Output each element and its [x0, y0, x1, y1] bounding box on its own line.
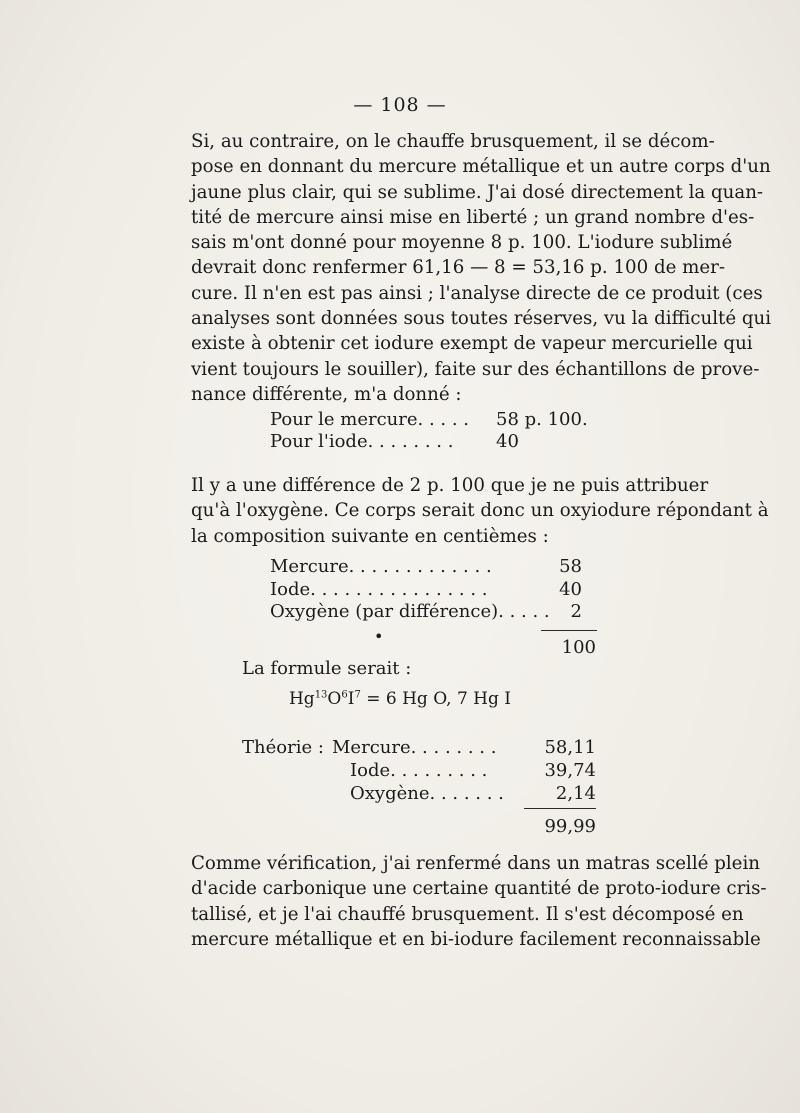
text-line: vient toujours le souiller), faite sur des échantillons de prove-	[191, 358, 760, 380]
table3-label: Iode. . . . . . . . .	[350, 760, 488, 781]
text-line: qu'à l'oxygène. Ce corps serait donc un oxyiodure répondant à	[191, 500, 769, 522]
text-line: sais m'ont donné pour moyenne 8 p. 100. L'iodure sublimé	[191, 232, 733, 254]
table2-label: Iode. . . . . . . . . . . . . . . .	[270, 579, 488, 600]
text-line: d'acide carbonique une certaine quantité de proto-iodure cris-	[191, 878, 767, 900]
table3-total-value: 99,99	[544, 816, 596, 837]
sum-rule	[524, 808, 596, 809]
formula-rhs: = 6 Hg O, 7 Hg I	[360, 689, 512, 709]
paragraph-2	[191, 473, 769, 549]
table3-value: 2,14	[555, 783, 596, 804]
table2-total	[540, 637, 596, 658]
table3-value: 39,74	[544, 760, 596, 781]
formula-hg-sup: 13	[314, 689, 328, 701]
text-line: jaune plus clair, qui se sublime. J'ai dosé directement la quan-	[191, 181, 764, 203]
table1-value: 58 p. 100.	[496, 409, 588, 430]
text-line: nance différente, m'a donné :	[191, 383, 462, 405]
table3-value: 58,11	[544, 737, 596, 758]
formula-hg: Hg	[288, 689, 315, 709]
formula-o-sup: 6	[341, 689, 348, 701]
page-number: — 108 —	[353, 94, 447, 116]
table2-value: 2	[570, 601, 582, 622]
text-line: tallisé, et je l'ai chauffé brusquement. Il s'est décomposé en	[191, 903, 744, 925]
formula-i: I	[347, 689, 355, 709]
text-line: Comme vérification, j'ai renfermé dans un matras scellé plein	[191, 853, 760, 874]
paragraph-3	[191, 851, 767, 952]
table1-label: Pour le mercure. . . . .	[270, 409, 470, 430]
text-line: devrait donc renfermer 61,16 — 8 = 53,16 p. 100 de mer-	[191, 257, 726, 279]
formula-intro: La formule serait :	[242, 658, 412, 679]
table2-value: 58	[559, 556, 582, 577]
table3-label: Oxygène. . . . . . .	[350, 783, 504, 804]
formula-o: O	[327, 689, 342, 709]
paragraph-1	[191, 129, 772, 407]
text-line: la composition suivante en centièmes :	[191, 525, 549, 547]
chemical-formula	[0, 689, 800, 709]
formula-i-sup: 7	[354, 689, 361, 701]
sum-rule	[541, 630, 597, 631]
table3-total	[524, 816, 596, 837]
text-line: Si, au contraire, on le chauffe brusquement, il se décom-	[191, 131, 715, 152]
table1-label: Pour l'iode. . . . . . . .	[270, 431, 454, 452]
table2-label: Oxygène (par différence). . . . .	[270, 601, 550, 622]
table1-value: 40	[496, 431, 519, 452]
table2-label: Mercure. . . . . . . . . . . . .	[270, 556, 492, 577]
table3-prefix: Théorie :	[242, 737, 324, 758]
text-line: tité de mercure ainsi mise en liberté ; un grand nombre d'es-	[191, 206, 755, 228]
text-line: cure. Il n'en est pas ainsi ; l'analyse directe de ce produit (ces	[191, 282, 763, 304]
stray-mark: •	[374, 627, 384, 646]
text-line: mercure métallique et en bi-iodure facilement reconnaissable	[191, 928, 761, 950]
text-line: analyses sont données sous toutes réserves, vu la difficulté qui	[191, 308, 772, 330]
text-line: existe à obtenir cet iodure exempt de vapeur mercurielle qui	[191, 333, 753, 355]
table3-label: Mercure. . . . . . . .	[332, 737, 497, 758]
text-line: pose en donnant du mercure métallique et un autre corps d'un	[191, 156, 771, 178]
table2-value: 40	[559, 579, 582, 600]
table2-total-value: 100	[561, 637, 596, 658]
text-line: Il y a une différence de 2 p. 100 que je ne puis attribuer	[191, 475, 709, 496]
